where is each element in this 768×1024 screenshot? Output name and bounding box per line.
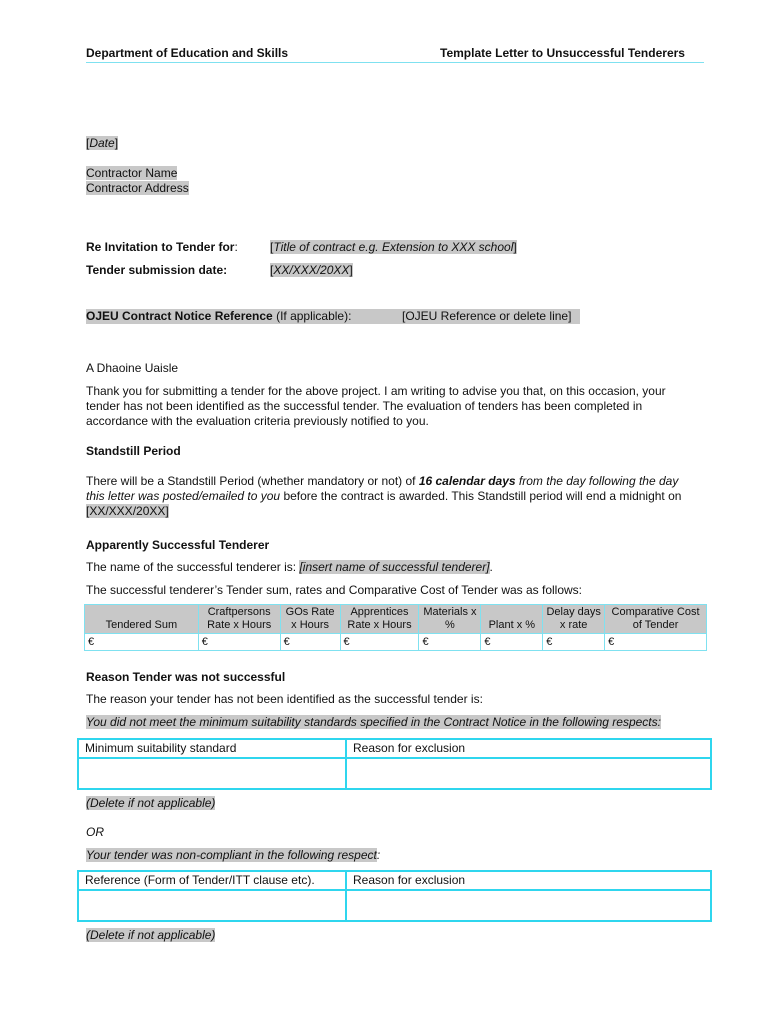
header-delay-days: Delay days x rate [543,605,605,634]
noncompliance-table-header [78,871,711,890]
suitability-table-header [78,739,711,758]
re-invitation-label [86,240,238,255]
noncompliance-table [77,870,712,922]
date-placeholder: [Date] [86,136,119,150]
header-department: Department of Education and Skills [86,46,289,60]
intro-paragraph: Thank you for submitting a tender for the above project. I am writing to advise you that, on this occasion, your tender has not been identified as the successful tender. The evaluation of tenders has been completed in accordance with the evaluation criteria previously notified to you. [86,384,666,428]
header-plant: Plant x % [481,605,543,634]
contract-title-placeholder: Title of contract e.g. Extension to XXX school [273,240,514,254]
noncompliant-option-colon: : [376,848,381,862]
cell-plant[interactable]: € [481,634,543,651]
cost-table-header-row [85,605,707,634]
successful-heading: Apparently Successful Tenderer [86,538,270,552]
cell-delay-days[interactable]: € [543,634,605,651]
ojeu-reference-placeholder: [OJEU Reference or delete line] [402,309,572,323]
standstill-heading: Standstill Period [86,444,181,458]
cell-comparative-cost[interactable]: € [605,634,707,651]
ojeu-label: OJEU Contract Notice Reference [86,309,273,323]
standstill-text-2: from the day following the day this letter was posted/emailed to you [86,474,679,503]
delete-note-1-text: (Delete if not applicable) [86,796,216,810]
successful-name-end: . [489,560,493,574]
suitability-cell-reason[interactable] [346,758,711,789]
salutation: A Dhaoine Uaisle [86,361,179,375]
standstill-text-3: before the contract is awarded. This Standstill period will end a midnight on [280,489,682,503]
header-template-title: Template Letter to Unsuccessful Tenderers [440,46,685,60]
ojeu-line [86,309,580,324]
or-separator: OR [86,825,104,839]
standstill-days: 16 calendar days [418,474,516,488]
suitability-col-reason: Reason for exclusion [346,739,711,758]
successful-sum-line: The successful tenderer’s Tender sum, rates and Comparative Cost of Tender was as follows: [86,583,583,597]
header-materials: Materials x % [419,605,481,634]
header-tendered-sum: Tendered Sum [85,605,199,634]
submission-date-label: Tender submission date: [86,263,228,277]
contractor-address: Contractor Address [86,181,189,195]
header-gos: GOs Rate x Hours [280,605,340,634]
contractor-block [86,166,189,196]
noncompliance-col-reason: Reason for exclusion [346,871,711,890]
cell-materials[interactable]: € [419,634,481,651]
suitability-col-standard: Minimum suitability standard [78,739,346,758]
standstill-end-date: [XX/XXX/20XX] [86,504,169,518]
noncompliance-table-row [78,890,711,921]
delete-note-2 [86,928,215,943]
suitability-table-row [78,758,711,789]
header-comparative-cost: Comparative Cost of Tender [605,605,707,634]
ojeu-label-suffix: (If applicable): [272,309,352,323]
cell-apprentices[interactable]: € [340,634,419,651]
cost-table-row [85,634,707,651]
cell-tendered-sum[interactable]: € [85,634,199,651]
date-text: Date [89,136,115,150]
noncompliance-cell-reason[interactable] [346,890,711,921]
successful-name-line [86,560,493,575]
suitability-table [77,738,712,790]
header-apprentices: Apprentices Rate x Hours [340,605,419,634]
date-line [86,136,118,151]
re-label-text: Re Invitation to Tender for [86,240,235,254]
header-craftpersons: Craftpersons Rate x Hours [198,605,280,634]
contractor-name: Contractor Name [86,166,178,180]
re-invitation-value: [Title of contract e.g. Extension to XXX school] [270,240,517,254]
delete-note-2-text: (Delete if not applicable) [86,928,216,942]
cell-gos[interactable]: € [280,634,340,651]
suitability-option-text: You did not meet the minimum suitability standards specified in the Contract Notice in the following respects: [86,715,661,729]
reason-text: The reason your tender has not been identified as the successful tender is: [86,692,483,706]
re-label-colon: : [234,240,238,254]
noncompliance-cell-reference[interactable] [78,890,346,921]
reason-option-2 [86,848,380,863]
noncompliant-option-text: Your tender was non-compliant in the following respect [86,848,377,862]
cell-craftpersons[interactable]: € [198,634,280,651]
submission-date-value: [XX/XXX/20XX] [270,263,353,277]
noncompliance-col-reference: Reference (Form of Tender/ITT clause etc). [78,871,346,890]
successful-name-text: The name of the successful tenderer is: [86,560,300,574]
standstill-text-1: There will be a Standstill Period (whether mandatory or not) of [86,474,419,488]
reason-option-1 [86,715,661,730]
suitability-cell-standard[interactable] [78,758,346,789]
submission-date-placeholder: XX/XXX/20XX [273,263,350,277]
standstill-paragraph [86,474,690,519]
delete-note-1 [86,796,215,811]
successful-name-placeholder: [insert name of successful tenderer] [299,560,490,574]
comparative-cost-table [84,604,707,651]
reason-heading: Reason Tender was not successful [86,670,286,684]
header-divider [86,62,704,63]
